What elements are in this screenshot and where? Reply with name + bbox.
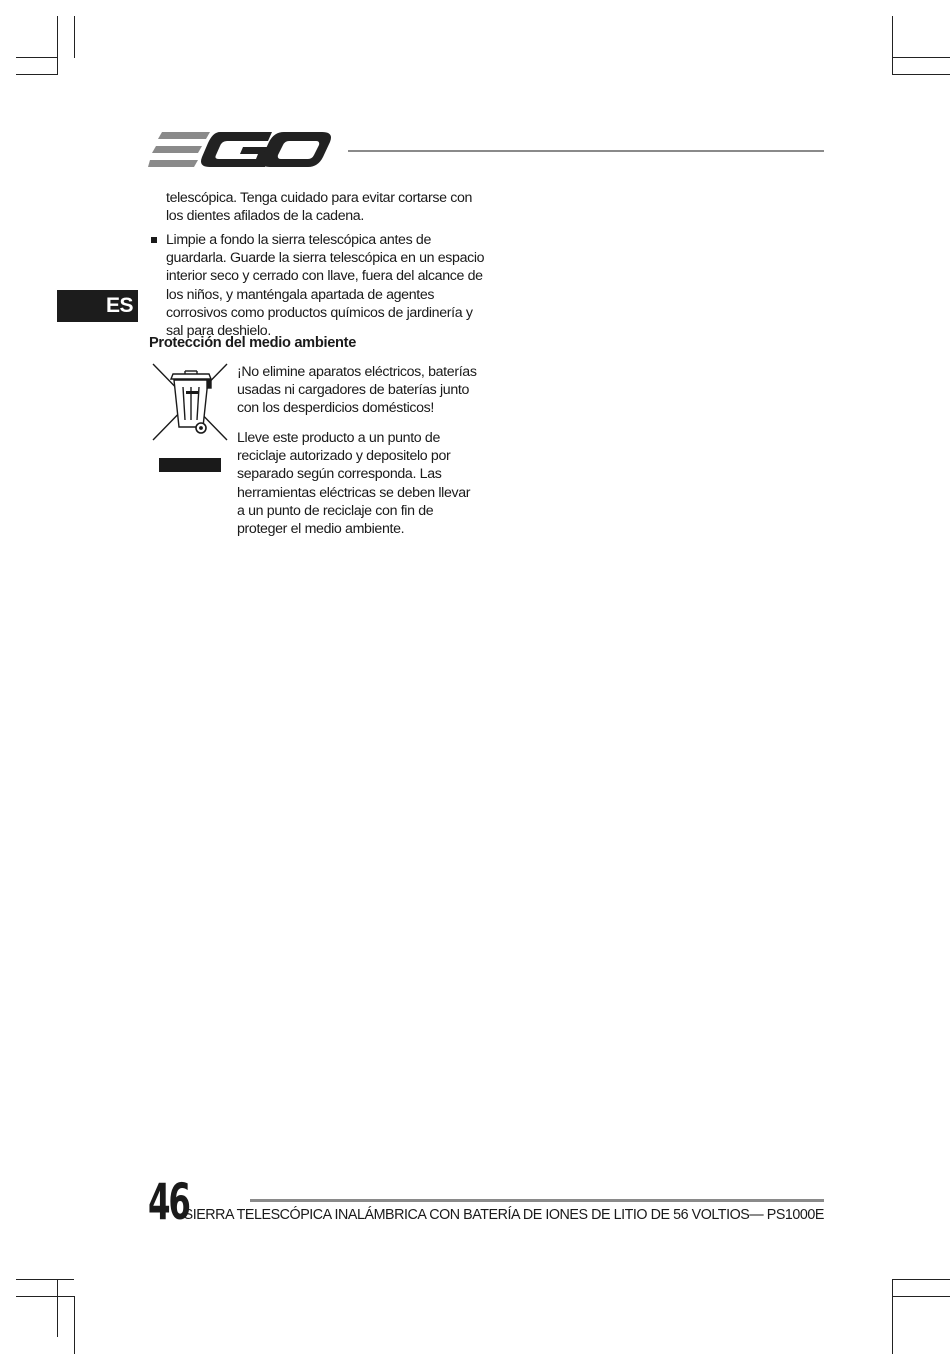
language-tab <box>57 290 138 322</box>
environment-paragraph-2: Lleve este producto a un punto de reciclaje autorizado y depositelo por separado según corresponda. Las herramientas eléctricas se deben llevar a un punto de reciclaje con fin de proteger el medio ambiente. <box>237 430 471 538</box>
language-tab-label: ES <box>105 294 133 317</box>
page-number: 46 <box>148 1173 189 1231</box>
footer-document-title: SIERRA TELESCÓPICA INALÁMBRICA CON BATERÍA DE IONES DE LITIO DE 56 VOLTIOS— PS1000E <box>183 1207 824 1223</box>
bullet-square-icon <box>151 237 157 243</box>
ego-logo <box>148 128 332 172</box>
bullet-paragraph: Limpie a fondo la sierra telescópica antes de guardarla. Guarde la sierra telescópica en un espacio interior seco y cerrado con llave, fuera del alcance de los niños, y manténgala apartada de agentes corrosivos como productos químicos de jardinería y sal para deshielo. <box>166 232 485 340</box>
environment-paragraph-1: ¡No elimine aparatos eléctricos, baterías usadas ni cargadores de baterías junto con los desperdicios domésticos! <box>237 364 477 417</box>
header-rule <box>348 150 824 152</box>
continued-paragraph: telescópica. Tenga cuidado para evitar cortarse con los dientes afilados de la cadena. <box>166 190 473 225</box>
footer-rule <box>250 1199 824 1202</box>
crossed-out-wheelie-bin-icon <box>151 362 229 474</box>
section-title: Protección del medio ambiente <box>149 335 357 351</box>
